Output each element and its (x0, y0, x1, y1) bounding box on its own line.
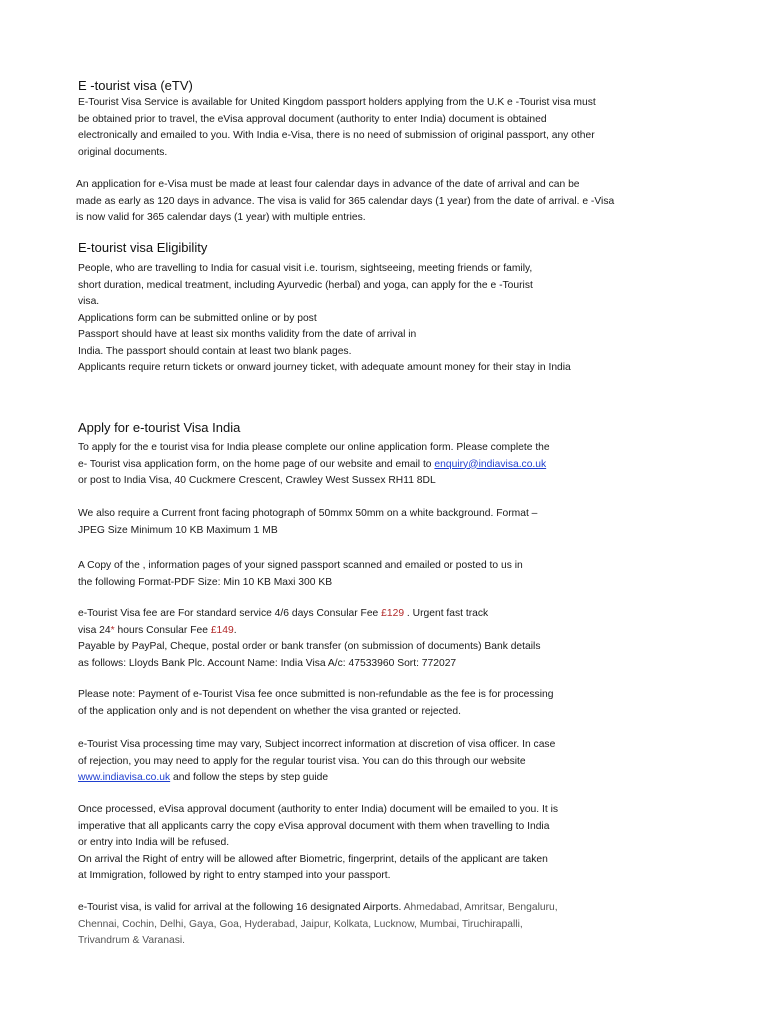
email-link[interactable]: enquiry@indiavisa.co.uk (434, 458, 547, 470)
text-line: JPEG Size Minimum 10 KB Maximum 1 MB (78, 524, 278, 536)
urgent-fee: £149 (210, 624, 234, 636)
text-fragment: e-Tourist Visa fee are For standard service 4/6 days Consular Fee (78, 608, 382, 619)
text-line: Passport should have at least six months validity from the date of arrival in (78, 329, 417, 340)
text-line: Payable by PayPal, Cheque, postal order or bank transfer (on submission of documents) Bank details (78, 641, 541, 652)
text-line: Once processed, eVisa approval document (authority to enter India) document will be emailed to you. It is (78, 804, 559, 815)
text-line: We also require a Current front facing photograph of 50mmx 50mm on a white background. Format – (78, 508, 538, 519)
text-line: electronically and emailed to you. With India e-Visa, there is no need of submission of original passport, any other (78, 130, 595, 141)
text-line: the following Format-PDF Size: Min 10 KB Maxi 300 KB (78, 576, 333, 588)
text-fragment: and follow the steps by step guide (170, 772, 329, 783)
text-line: On arrival the Right of entry will be allowed after Biometric, fingerprint, details of the applicant are taken (78, 853, 548, 865)
text-line (78, 900, 718, 917)
processed-paragraph (78, 802, 718, 885)
text-fragment: . (233, 624, 237, 636)
text-line: E-Tourist Visa Service is available for United Kingdom passport holders applying from the U.K e -Tourist visa must (78, 97, 596, 108)
text-line: as follows: Lloyds Bank Plc. Account Name: India Visa A/c: 47533960 Sort: 772027 (78, 657, 457, 669)
standard-fee: £129 (381, 608, 405, 619)
text-fragment: hours Consular Fee (114, 624, 211, 636)
etv-heading: E -tourist visa (eTV) (78, 78, 193, 93)
text-line (78, 623, 718, 640)
eligibility-heading: E-tourist visa Eligibility (78, 240, 208, 255)
eligibility-list (78, 261, 718, 377)
fee-paragraph (78, 606, 718, 672)
text-fragment: e- Tourist visa application form, on the home page of our website and email to (78, 458, 435, 470)
text-line (78, 457, 718, 474)
website-link[interactable]: www.indiavisa.co.uk (78, 772, 171, 783)
text-line: of the application only and is not dependent on whether the visa granted or rejected. (78, 705, 461, 717)
text-line: India. The passport should contain at least two blank pages. (78, 345, 352, 357)
etv-paragraph-2 (76, 177, 716, 227)
text-fragment: visa 24 (78, 624, 111, 636)
text-line: of rejection, you may need to apply for the regular tourist visa. You can do this through our website (78, 755, 526, 767)
text-fragment: . Urgent fast track (404, 608, 489, 619)
text-line: To apply for the e tourist visa for India please complete our online application form. Please complete the (78, 442, 550, 453)
etv-paragraph-1 (78, 95, 718, 161)
text-line: Applications form can be submitted online or by post (78, 312, 317, 324)
text-line: or entry into India will be refused. (78, 837, 230, 848)
text-line (78, 606, 718, 623)
text-fragment: e-Tourist visa, is valid for arrival at the following 16 designated Airports. (78, 902, 404, 913)
airports-list: Chennai, Cochin, Delhi, Gaya, Goa, Hyderabad, Jaipur, Kolkata, Lucknow, Mumbai, Tiruchirapalli, (78, 918, 523, 930)
photo-requirements (78, 506, 718, 539)
text-line: A Copy of the , information pages of your signed passport scanned and emailed or posted to us in (78, 560, 523, 571)
text-line: Please note: Payment of e-Tourist Visa fee once submitted is non-refundable as the fee is for processing (78, 689, 554, 700)
text-line: be obtained prior to travel, the eVisa approval document (authority to enter India) document is obtained (78, 113, 547, 125)
text-line: imperative that all applicants carry the copy eVisa approval document with them when travelling to India (78, 820, 550, 832)
airports-list: Ahmedabad, Amritsar, Bengaluru, (403, 902, 558, 913)
airports-paragraph (78, 900, 718, 950)
airports-list: Trivandrum & Varanasi. (78, 935, 186, 946)
text-line: Applicants require return tickets or onward journey ticket, with adequate amount money for their stay in India (78, 362, 571, 373)
fee-asterisk: * (110, 624, 115, 636)
text-line: made as early as 120 days in advance. The visa is valid for 365 calendar days (1 year) from the date of arrival. e -Visa (76, 195, 615, 207)
text-line: short duration, medical treatment, including Ayurvedic (herbal) and yoga, can apply for the e -Tourist (78, 279, 533, 291)
apply-heading: Apply for e-tourist Visa India (78, 420, 241, 435)
processing-paragraph (78, 737, 718, 787)
text-line: People, who are travelling to India for casual visit i.e. tourism, sightseeing, meeting friends or family, (78, 263, 533, 274)
text-line: visa. (78, 296, 100, 307)
passport-copy-requirements (78, 558, 718, 591)
text-line: original documents. (78, 146, 168, 158)
refund-note (78, 687, 718, 720)
text-line: or post to India Visa, 40 Cuckmere Crescent, Crawley West Sussex RH11 8DL (78, 475, 436, 486)
text-line: at Immigration, followed by right to entry stamped into your passport. (78, 870, 391, 881)
text-line (78, 770, 718, 787)
text-line: An application for e-Visa must be made at least four calendar days in advance of the date of arrival and can be (76, 179, 580, 190)
text-line: e-Tourist Visa processing time may vary, Subject incorrect information at discretion of visa officer. In case (78, 739, 556, 750)
text-line: is now valid for 365 calendar days (1 year) with multiple entries. (76, 212, 366, 223)
apply-paragraph (78, 440, 718, 490)
